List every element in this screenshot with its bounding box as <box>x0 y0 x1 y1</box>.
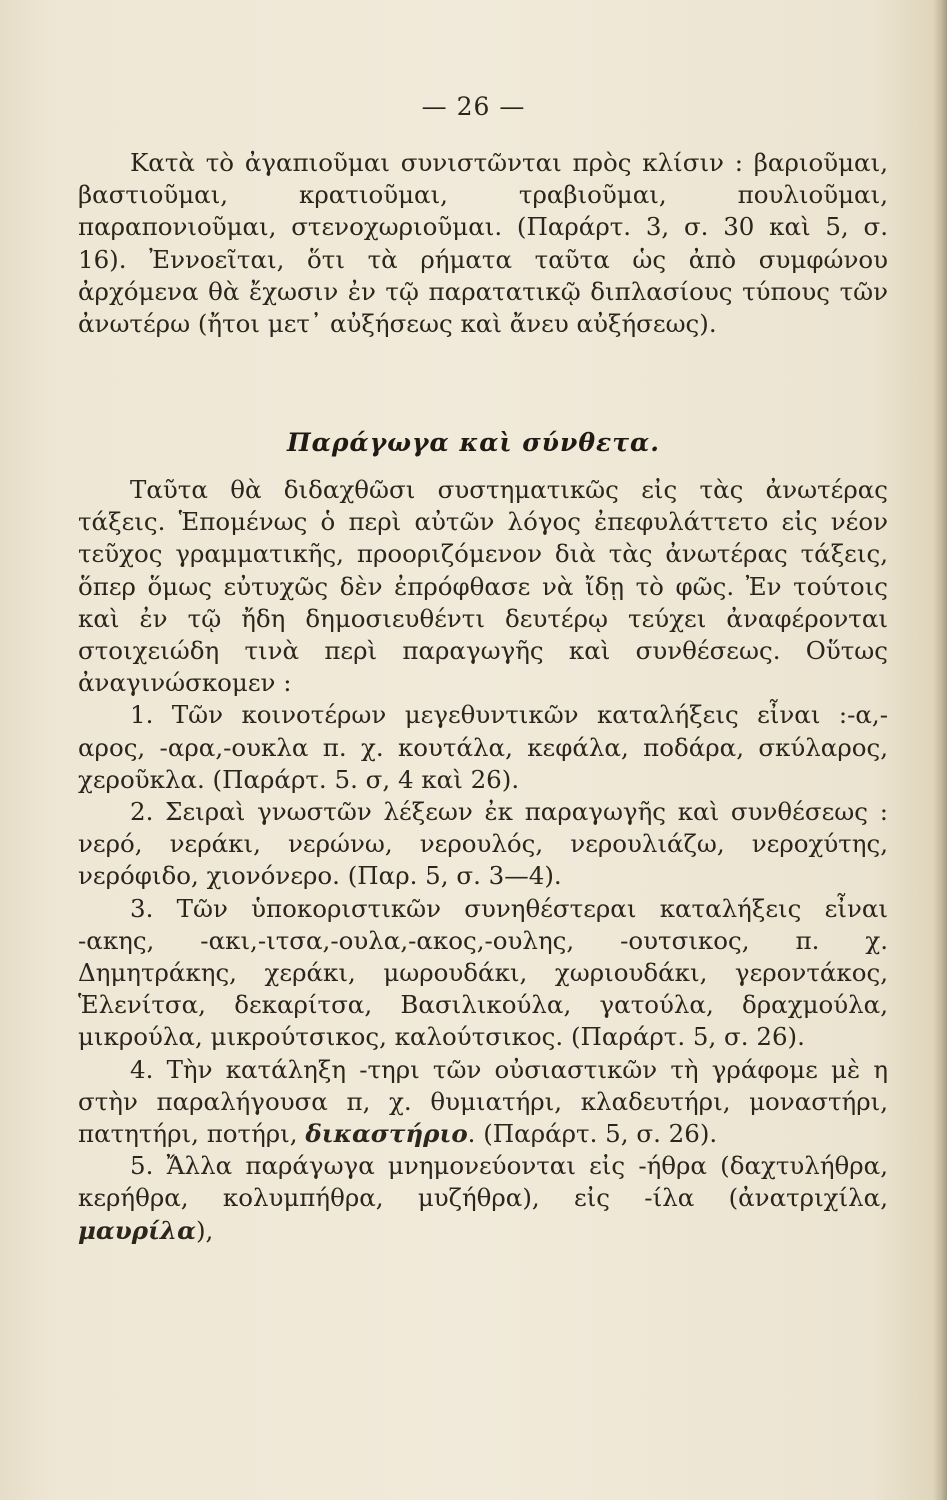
intro-paragraph-block <box>78 147 888 340</box>
list-item-text-tail: . (Παράρτ. 5, σ. 26). <box>467 1119 718 1149</box>
list-item-5 <box>78 1150 888 1247</box>
list-item-number: 3. <box>130 893 154 923</box>
section-intro-paragraph: Ταῦτα θὰ διδαχθῶσι συστηματικῶς εἰς τὰς ἀνωτέρας τάξεις. Ἑπομένως ὁ περὶ αὐτῶν λόγος ἐπεφυλάττετο εἰς νέον τεῦχος γραμματικῆς, προοριζόμενον διὰ τὰς ἀνωτέρας τάξεις, ὅπερ ὅμως εὐτυχῶς δὲν ἐπρόφθασε νὰ ἴδῃ τὸ φῶς. Ἐν τούτοις καὶ ἐν τῷ ἤδη δημοσιευθέντι δευτέρῳ τεύχει ἀναφέρονται στοιχειώδη τινὰ περὶ παραγωγῆς καὶ συνθέσεως. Οὕτως ἀναγινώσκομεν : <box>78 475 888 698</box>
section-body <box>78 474 888 1247</box>
list-item-text: Ἄλλα παράγωγα μνημονεύονται εἰς -ήθρα (δαχτυλήθρα, κερήθρα, κολυμπήθρα, μυζήθρα), εἰς -ίλα (ἀνατριχίλα, <box>78 1151 888 1213</box>
list-item-3 <box>78 893 888 1054</box>
list-item-1 <box>78 699 888 796</box>
list-item-text-tail: ), <box>195 1215 214 1245</box>
list-item-number: 1. <box>130 700 154 730</box>
list-item-4 <box>78 1054 888 1151</box>
list-item-text: Σειραὶ γνωστῶν λέξεων ἐκ παραγωγῆς καὶ συνθέσεως : νερό, νεράκι, νερώνω, νερουλός, νερουλιάζω, νεροχύτης, νερόφιδο, χιονόνερο. (Παρ. 5, σ. 3—4). <box>78 797 888 891</box>
list-item-text: Τῶν ὑποκοριστικῶν συνηθέστεραι καταλήξεις εἶναι -ακης, -ακι,-ιτσα,-ουλα,-ακος,-ουλης, -ουτσικος, π. χ. Δημητράκης, χεράκι, μωρουδάκι, χωριουδάκι, γεροντάκος, Ἑλενίτσα, δεκαρίτσα, Βασιλικούλα, γατούλα, δραχμούλα, μικρούλα, μικρούτσικος, καλούτσικος. (Παράρτ. 5, σ. 26). <box>78 893 888 1052</box>
page-edge-shadow <box>933 0 947 1500</box>
list-item-number: 4. <box>130 1054 154 1084</box>
list-item-2 <box>78 796 888 893</box>
list-item-number: 2. <box>130 797 154 827</box>
intro-paragraph: Κατὰ τὸ ἀγαπιοῦμαι συνιστῶνται πρὸς κλίσιν : βαριοῦμαι, βαστιοῦμαι, κρατιοῦμαι, τραβιοῦμαι, πουλιοῦμαι, παραπονιοῦμαι, στενοχωριοῦμαι. (Παράρτ. 3, σ. 30 καὶ 5, σ. 16). Ἐννοεῖται, ὅτι τὰ ρήματα ταῦτα ὡς ἀπὸ συμφώνου ἀρχόμενα θὰ ἔχωσιν ἐν τῷ παρατατικῷ διπλασίους τύπους τῶν ἀνωτέρω (ἤτοι μετ᾽ αὐξήσεως καὶ ἄνευ αὐξήσεως). <box>78 148 888 339</box>
list-item-text: Τῶν κοινοτέρων μεγεθυντικῶν καταλήξεις εἶναι :-α,-αρος, -αρα,-ουκλα π. χ. κουτάλα, κεφάλα, ποδάρα, σκύλαρος, χεροῦκλα. (Παράρτ. 5. σ, 4 καὶ 26). <box>78 700 889 794</box>
emphasized-word: δικαστήριο <box>305 1119 468 1149</box>
section-heading: Παράγωγα καὶ σύνθετα. <box>286 428 660 457</box>
emphasized-word: μαυρίλα <box>78 1215 196 1245</box>
list-item-text: Τὴν κατάληξη -τηρι τῶν οὐσιαστικῶν τὴ γράφομε μὲ η στὴν παραλήγουσα π, χ. θυμιατήρι, κλαδευτήρι, μοναστήρι, πατητήρι, ποτήρι, <box>78 1054 888 1149</box>
list-item-number: 5. <box>130 1151 154 1181</box>
page-number: — 26 — <box>421 92 526 121</box>
